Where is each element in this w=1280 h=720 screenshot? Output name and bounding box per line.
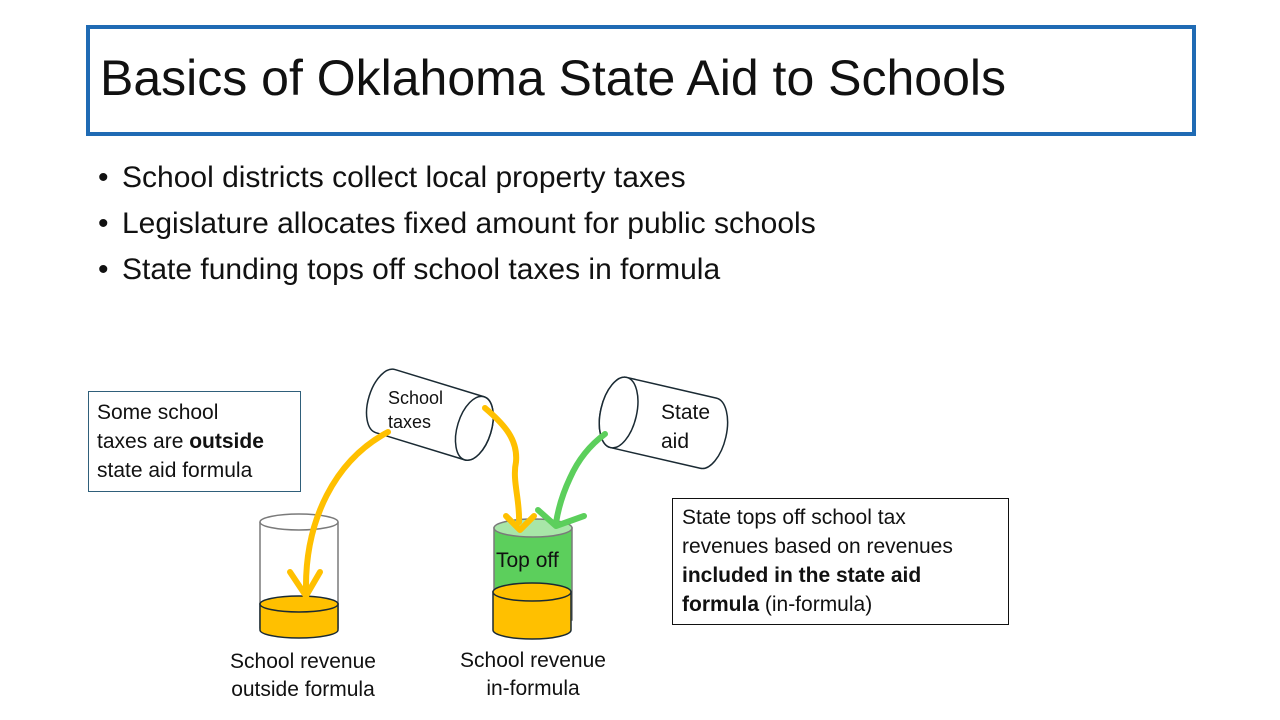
- callout-right-line4: [682, 590, 999, 619]
- bullet-text: Legislature allocates fixed amount for public schools: [122, 207, 816, 240]
- in-formula-callout: [672, 498, 1009, 625]
- outside-formula-callout: [88, 391, 301, 492]
- outside-label-line2: outside formula: [231, 678, 375, 701]
- school-taxes-line2: taxes: [388, 412, 432, 432]
- school-taxes-label: [388, 386, 443, 434]
- callout-left-line2-bold: outside: [189, 430, 264, 453]
- callout-right-line1: State tops off school tax: [682, 506, 906, 529]
- in-formula-label: [442, 647, 624, 703]
- callout-left-line2-text: taxes are: [97, 430, 190, 453]
- in-formula-bucket: [493, 519, 572, 639]
- top-off-label: Top off: [496, 549, 559, 572]
- callout-right-line4-bold: formula: [682, 593, 760, 616]
- callout-left-line3: state aid formula: [97, 459, 253, 482]
- slide-title: Basics of Oklahoma State Aid to Schools: [100, 50, 1007, 106]
- outside-formula-bucket: [260, 514, 338, 638]
- callout-left-line2: [97, 427, 292, 456]
- state-aid-line1: State: [661, 401, 711, 424]
- bullet-dot-icon: •: [98, 253, 109, 286]
- inside-label-line1: School revenue: [460, 649, 606, 672]
- callout-right-line4-text: (in-formula): [759, 593, 873, 616]
- callout-right-line3: included in the state aid: [682, 564, 922, 587]
- bullet-dot-icon: •: [98, 161, 109, 194]
- inside-label-line2: in-formula: [486, 677, 580, 700]
- outside-label-line1: School revenue: [230, 650, 376, 673]
- bullet-text: State funding tops off school taxes in formula: [122, 253, 721, 286]
- bullet-text: School districts collect local property taxes: [122, 161, 686, 194]
- state-aid-arrow: [538, 434, 605, 526]
- bullet-dot-icon: •: [98, 207, 109, 240]
- outside-formula-label: [212, 648, 394, 704]
- state-aid-line2: aid: [661, 430, 690, 453]
- callout-left-line1: Some school: [97, 401, 219, 424]
- callout-right-line2: revenues based on revenues: [682, 535, 953, 558]
- school-taxes-line1: School: [388, 388, 444, 408]
- state-aid-label: [661, 398, 710, 456]
